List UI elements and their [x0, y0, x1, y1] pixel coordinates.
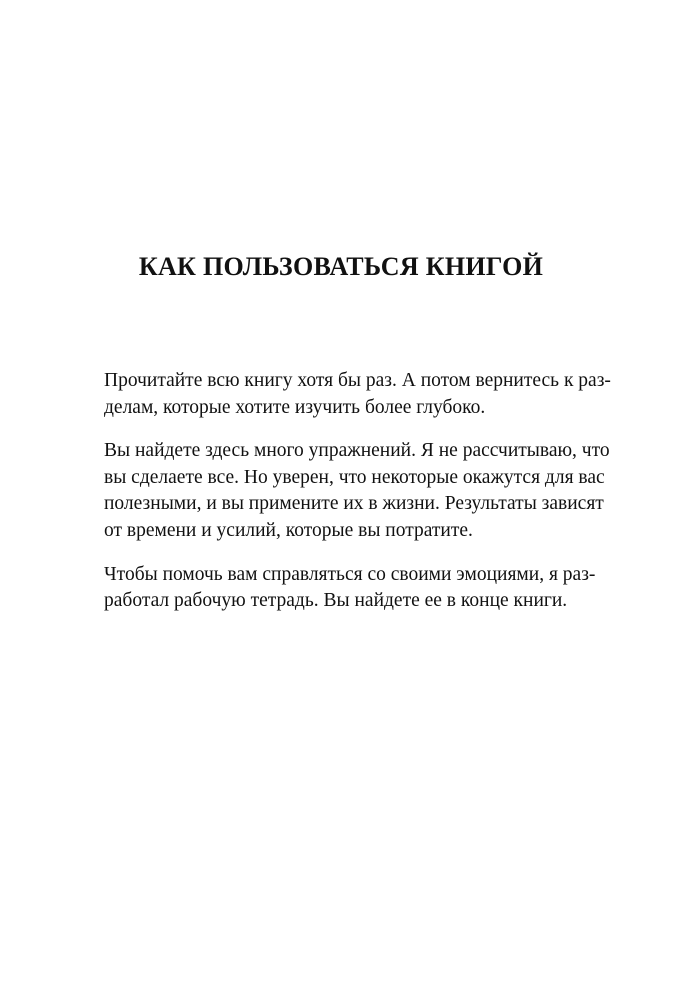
body-text	[104, 368, 611, 632]
text-line: полезными, и вы примените их в жизни. Результаты зависят	[104, 493, 604, 515]
text-line: от времени и усилий, которые вы потратите.	[104, 519, 473, 541]
text-line: работал рабочую тетрадь. Вы найдете ее в конце книги.	[104, 590, 568, 612]
text-line: Прочитайте всю книгу хотя бы раз. А потом вернитесь к раз-	[104, 370, 611, 391]
paragraph-1	[104, 368, 611, 421]
text-line: вы сделаете все. Но уверен, что некоторые окажутся для вас	[104, 466, 605, 488]
text-line: Вы найдете здесь много упражнений. Я не рассчитываю, что	[104, 440, 610, 462]
paragraph-3	[104, 562, 596, 615]
page-title: КАК ПОЛЬЗОВАТЬСЯ КНИГОЙ	[138, 252, 544, 281]
text-line: делам, которые хотите изучить более глубоко.	[104, 396, 486, 418]
paragraph-2	[104, 438, 610, 544]
text-line: Чтобы помочь вам справляться со своими эмоциями, я раз-	[104, 563, 596, 585]
